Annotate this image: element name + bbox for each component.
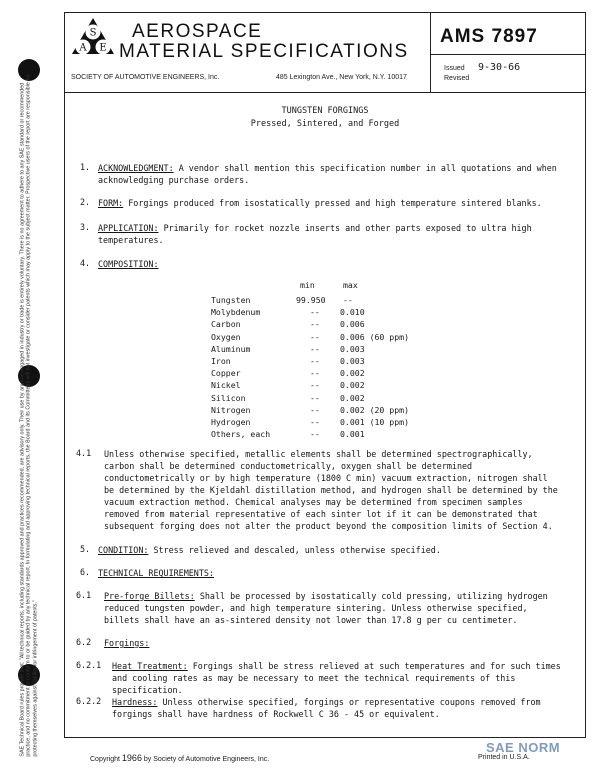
composition-min: --: [310, 429, 320, 440]
composition-max: 0.002: [340, 392, 365, 403]
section-composition: [98, 258, 159, 270]
composition-max: 0.003: [340, 343, 365, 354]
composition-max: 0.006: [340, 319, 365, 330]
section-text: Shall be processed by isostatically cold pressing, utilizing hydrogen reduced tungsten powder, and high temperature sintering. Unless otherwise specified, billets shall have an as-sintered density not lower than 17.8 g per cu centimeter.: [104, 591, 548, 625]
section-heading: Pre-forge Billets:: [104, 591, 195, 601]
section-number: 6.2: [76, 637, 92, 647]
svg-text:S: S: [89, 27, 97, 39]
section-4-1-analysis: Unless otherwise specified, metallic elements shall be determined spectrographically, carbon shall be determined conductometrically, oxygen shall be determined conductometrically or by high temperature (1800 C min) vacuum extraction, nitrogen shall be determined by the Kjeldahl distillation method, and hydrogen shall be determined by the vacuum extraction method. Chemical analyses may be determined from specimen samples removed from material representative of each sinter lot if it can be demonstrated that subsequent forging does not alter the product beyond the composition limits of Section 4.: [104, 449, 558, 531]
composition-min: --: [310, 417, 320, 427]
composition-element: Hydrogen: [211, 417, 251, 427]
section-number: 3.: [80, 222, 91, 232]
section-text: Unless otherwise specified, forgings or representative coupons removed from forgings shall have hardness of Rockwell C 36 - 45 or equivalent.: [112, 697, 541, 719]
section-heading: FORM:: [98, 198, 124, 208]
composition-element: Tungsten: [211, 295, 251, 305]
footer-printed: Printed in U.S.A.: [478, 754, 530, 761]
section-heading: Heat Treatment:: [112, 661, 188, 671]
society-address: 485 Lexington Ave., New York, N.Y. 10017: [276, 74, 407, 81]
section-number: 2.: [80, 197, 91, 207]
section-number: 6.1: [76, 590, 92, 600]
section-6-2-2-hardness: [112, 696, 562, 720]
svg-text:E: E: [99, 42, 107, 54]
svg-text:A: A: [79, 42, 87, 54]
sae-disclaimer-notice: SAE Technical Board rules provide that: "All technical reports, including standards approved and practices recommended, are advisory only. Their use by anyone engaged in industry or trade is entirely voluntary. There is no agreement to adhere to any SAE standard or recommended practice, and no commitment to conform to or be guided by any technical report. In formulating and approving technical reports, the Board and its Committees will not investigate or consider patents which may apply to the subject matter. Prospective users of the report are responsible for protecting themselves against liability for infringement of patents.": [19, 74, 39, 757]
composition-max: --: [343, 295, 353, 305]
section-acknowledgment: [98, 162, 558, 186]
header-title-line2: MATERIAL SPECIFICATIONS: [119, 41, 409, 62]
issued-date: 9-30-66: [478, 62, 521, 73]
composition-min: --: [310, 368, 320, 379]
composition-min: --: [310, 380, 320, 391]
section-technical-requirements: [98, 567, 214, 579]
section-6-2-forgings: [104, 637, 149, 649]
composition-element: Nickel: [211, 380, 241, 391]
section-condition: [98, 544, 558, 556]
sae-norm-watermark: SAE NORM: [486, 740, 561, 755]
composition-element: Nitrogen: [211, 404, 251, 415]
composition-max: 0.001: [340, 429, 365, 440]
composition-element: Iron: [211, 356, 231, 366]
composition-min: --: [310, 343, 320, 354]
composition-min: --: [310, 319, 320, 330]
section-number: 6.2.1: [76, 660, 102, 670]
copyright-holder: by Society of Automotive Engineers, Inc.: [143, 756, 270, 763]
section-number: 4.: [80, 258, 91, 268]
composition-col-min: min: [300, 280, 315, 290]
section-text: Primarily for rocket nozzle inserts and other parts exposed to ultra high temperatures.: [98, 223, 532, 245]
section-form: [98, 197, 558, 209]
composition-element: Others, each: [211, 429, 271, 440]
composition-max: 0.006 (60 ppm): [340, 331, 410, 342]
composition-min: 99.950: [296, 295, 326, 305]
copyright-word: Copyright: [90, 756, 120, 763]
section-number: 6.2.2: [76, 696, 102, 706]
section-heading: Forgings:: [104, 638, 150, 648]
section-6-1-preforge-billets: [104, 590, 562, 626]
header-vertical-divider: [430, 12, 431, 93]
composition-element: Carbon: [211, 319, 241, 330]
composition-max: 0.002: [340, 380, 365, 391]
ams-number: AMS 7897: [440, 26, 538, 47]
composition-min: --: [310, 307, 320, 318]
section-text: Forgings produced from isostatically pressed and high temperature sintered blanks.: [128, 198, 542, 208]
ams-divider: [430, 54, 586, 55]
section-number: 1.: [80, 162, 91, 172]
composition-max: 0.002: [340, 368, 365, 379]
sae-logo-icon: [70, 16, 116, 62]
composition-min: --: [310, 404, 320, 415]
section-6-2-1-heat-treatment: [112, 660, 562, 696]
section-text: Forgings shall be stress relieved at such temperatures and for such times and cooling rates as may be necessary to meet the technical requirements of this specification.: [112, 661, 561, 695]
section-number: 4.1: [76, 448, 92, 458]
section-text: Stress relieved and descaled, unless otherwise specified.: [153, 545, 441, 555]
header-divider: [64, 92, 586, 93]
section-text: A vendor shall mention this specification number in all quotations and when acknowledging purchase orders.: [98, 163, 557, 185]
footer-copyright: [90, 753, 269, 763]
section-number: 6.: [80, 567, 91, 577]
composition-max: 0.010: [340, 307, 365, 318]
section-heading: CONDITION:: [98, 545, 149, 555]
doc-title: TUNGSTEN FORGINGS: [281, 106, 369, 116]
composition-element: Aluminum: [211, 343, 251, 354]
composition-min: --: [310, 331, 320, 342]
composition-element: Copper: [211, 368, 241, 379]
section-heading: ACKNOWLEDGMENT:: [98, 163, 174, 173]
left-margin: [0, 0, 60, 774]
composition-min: --: [310, 356, 320, 366]
composition-element: Silicon: [211, 392, 246, 403]
section-heading: TECHNICAL REQUIREMENTS:: [98, 568, 214, 578]
revised-label: Revised: [444, 75, 470, 82]
composition-min: --: [310, 392, 320, 403]
section-application: [98, 222, 558, 246]
copyright-year: 1966: [121, 753, 142, 763]
section-number: 5.: [80, 544, 91, 554]
composition-max: 0.002 (20 ppm): [340, 404, 410, 415]
section-heading: COMPOSITION:: [98, 259, 159, 269]
composition-max: 0.003: [340, 356, 365, 366]
composition-max: 0.001 (10 ppm): [340, 417, 410, 427]
doc-subtitle: Pressed, Sintered, and Forged: [250, 119, 400, 129]
issued-label: Issued: [444, 65, 465, 72]
header-title-line1: AEROSPACE: [132, 21, 263, 42]
section-heading: Hardness:: [112, 697, 158, 707]
composition-element: Molybdenum: [211, 307, 261, 318]
composition-element: Oxygen: [211, 331, 241, 342]
section-heading: APPLICATION:: [98, 223, 159, 233]
composition-col-max: max: [343, 280, 358, 290]
society-name: SOCIETY OF AUTOMOTIVE ENGINEERS, Inc.: [71, 74, 220, 81]
